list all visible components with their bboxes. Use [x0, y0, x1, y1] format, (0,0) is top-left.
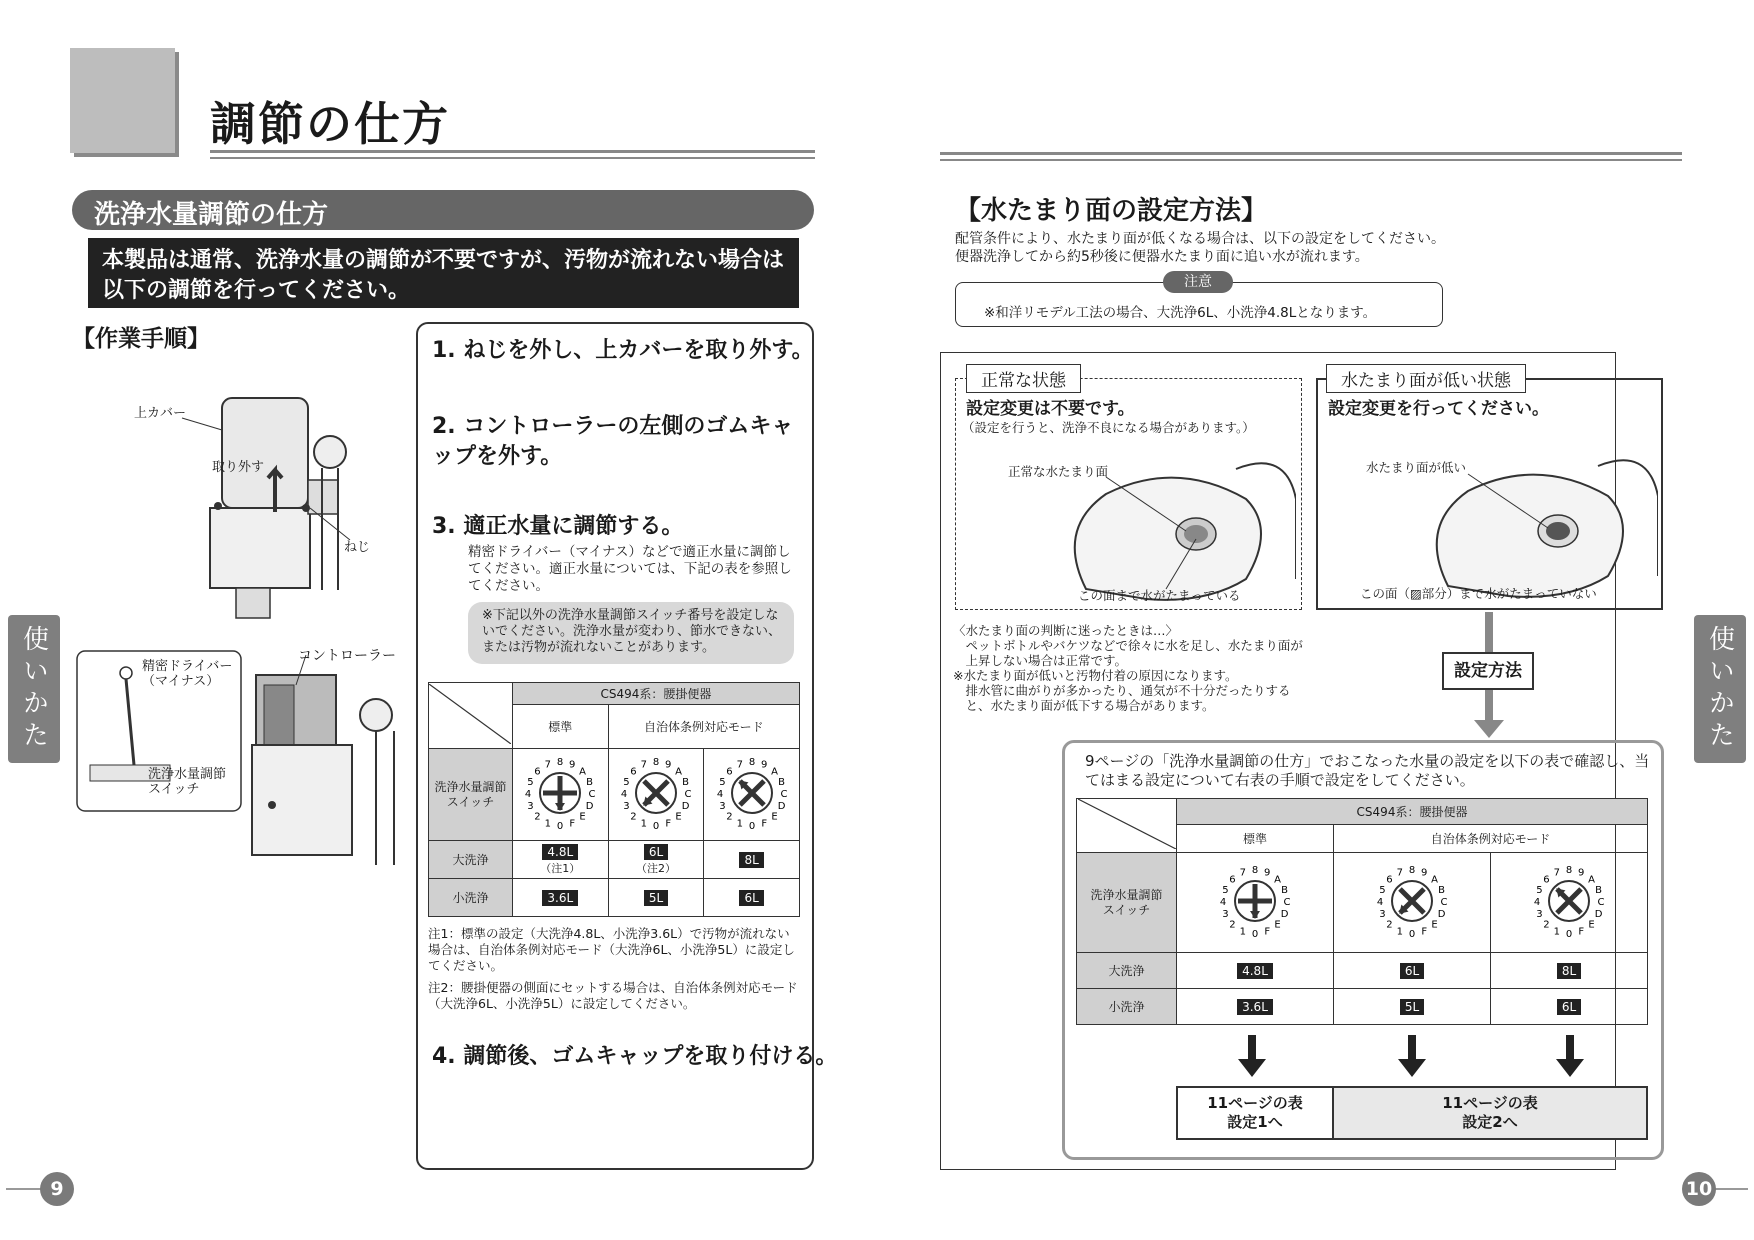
col-mode: 自治体条例対応モード — [608, 705, 799, 749]
dial-digit: 1 — [1553, 926, 1560, 938]
procedure-heading: 【作業手順】 — [72, 326, 210, 352]
dial-digit: 6 — [1386, 874, 1393, 886]
dial-digit: B — [1595, 884, 1603, 896]
dial-digit: D — [1437, 909, 1446, 921]
row-switch: 洗浄水量調節 スイッチ — [429, 749, 513, 841]
notice-band: 本製品は通常、洗浄水量の調節が不要ですが、汚物が流れない場合は以下の調節を行ってください。 — [88, 238, 799, 308]
rotary-switch-dial — [1372, 861, 1452, 941]
caution-label: 注意 — [1163, 271, 1233, 293]
dial-digit: A — [1588, 874, 1596, 886]
normal-state-tag: 正常な状態 — [966, 364, 1081, 393]
label-remove: 取り外す — [212, 460, 265, 475]
title-rule — [210, 150, 815, 159]
large-mode-1-right: 6L — [1334, 953, 1491, 989]
small-mode-1-right: 5L — [1334, 989, 1491, 1025]
dial-digit: 5 — [1222, 884, 1229, 896]
dial-digit: 5 — [718, 776, 726, 788]
dial-digit: D — [1594, 909, 1603, 921]
side-tab-right: 使いかた — [1694, 615, 1746, 763]
low-water-label: 水たまり面が低い — [1366, 460, 1467, 475]
large-mode-2-right: 8L — [1491, 953, 1648, 989]
dial-digit: F — [760, 818, 767, 830]
dial-digit: 6 — [1543, 874, 1550, 886]
rotary-switch-dial — [1529, 861, 1609, 941]
dial-digit: 3 — [718, 801, 726, 813]
corner-cell-right — [1077, 799, 1177, 853]
footer-line-right — [1712, 1188, 1748, 1190]
dial-standard-right — [1177, 853, 1334, 953]
dial-digit: B — [586, 776, 594, 788]
label-controller: コントローラー — [298, 648, 396, 664]
dial-digit: 5 — [527, 776, 534, 788]
col-standard: 標準 — [512, 705, 608, 749]
dial-digit: A — [1274, 874, 1282, 886]
dial-digit: 3 — [623, 801, 630, 813]
method-button: 設定方法 — [1442, 652, 1534, 690]
dial-digit: B — [1438, 884, 1446, 896]
dial-digit: 2 — [630, 811, 637, 823]
dial-digit: 6 — [630, 766, 637, 778]
normal-state-main: 設定変更は不要です。 — [966, 399, 1135, 419]
side-tab-left: 使いかた — [8, 615, 60, 763]
dial-digit: E — [675, 811, 682, 823]
page-number-left: 9 — [40, 1172, 74, 1206]
small-mode-2-right: 6L — [1491, 989, 1648, 1025]
dial-digit: 9 — [664, 759, 672, 771]
dial-digit: 6 — [725, 766, 733, 778]
dial-digit: 8 — [1565, 865, 1573, 876]
row-large-right: 大洗浄 — [1077, 953, 1177, 989]
dial-digit: 9 — [1264, 867, 1271, 879]
rotary-switch-dial — [520, 753, 600, 833]
dial-digit: 0 — [1408, 929, 1416, 940]
dial-digit: A — [675, 766, 682, 778]
dial-digit: E — [771, 811, 778, 823]
normal-water-label: 正常な水たまり面 — [1008, 464, 1109, 479]
dial-digit: 5 — [1379, 884, 1386, 896]
dial-digit: 3 — [1379, 909, 1386, 921]
caution-box: ※和洋リモデル工法の場合、大洗浄6L、小洗浄4.8Lとなります。 — [955, 282, 1443, 327]
table-model: CS494系：腰掛便器 — [512, 683, 799, 705]
check-text: 9ページの「洗浄水量調節の仕方」でおこなった水量の設定を以下の表で確認し、当てはまる設定について右表の手順で設定をしてください。 — [1085, 752, 1650, 789]
dial-digit: 8 — [1408, 865, 1416, 876]
dial-digit: 7 — [544, 759, 552, 771]
dial-digit: A — [1431, 874, 1439, 886]
dial-digit: 5 — [623, 776, 630, 788]
dial-digit: C — [588, 789, 596, 800]
small-mode-1: 5L — [608, 879, 704, 917]
dial-digit: 1 — [640, 818, 647, 830]
dest-setting-2: 11ページの表 設定2へ — [1332, 1086, 1648, 1140]
dial-digit: 7 — [1396, 867, 1403, 879]
dial-digit: 2 — [725, 811, 733, 823]
dial-digit: 7 — [1553, 867, 1560, 879]
dial-digit: 5 — [1536, 884, 1543, 896]
label-upper-cover: 上カバー — [134, 406, 187, 421]
dial-digit: 9 — [1578, 867, 1585, 879]
step-3: 3. 適正水量に調節する。 — [432, 514, 684, 539]
dial-digit: 0 — [1251, 929, 1259, 940]
dial-digit: 9 — [760, 759, 768, 771]
label-switch: 洗浄水量調節 スイッチ — [148, 767, 227, 797]
cover-removal-illustration — [130, 390, 410, 620]
dial-digit: 1 — [1396, 926, 1403, 938]
dial-digit: 3 — [1222, 909, 1229, 921]
dial-digit: B — [682, 776, 690, 788]
page-number-right: 10 — [1682, 1172, 1716, 1206]
dial-digit: 0 — [652, 821, 660, 832]
rotary-switch-dial — [712, 753, 792, 833]
dial-digit: B — [1281, 884, 1289, 896]
right-heading: 【水たまり面の設定方法】 — [955, 196, 1268, 226]
dial-digit: 2 — [1543, 919, 1550, 931]
large-standard: 4.8L （注1） — [512, 841, 608, 879]
dial-digit: E — [1431, 919, 1438, 931]
dial-digit: 8 — [557, 757, 564, 768]
dial-digit: F — [1578, 926, 1585, 938]
dial-digit: 4 — [620, 789, 628, 800]
dial-digit: 2 — [1229, 919, 1236, 931]
dial-digit: 8 — [652, 757, 660, 768]
dial-digit: D — [1280, 909, 1289, 921]
dial-digit: 4 — [525, 789, 532, 800]
dial-digit: 2 — [1386, 919, 1393, 931]
dial-digit: 7 — [640, 759, 647, 771]
small-standard: 3.6L — [512, 879, 608, 917]
low-state-main: 設定変更を行ってください。 — [1328, 399, 1549, 419]
dial-digit: B — [777, 776, 785, 788]
dial-digit: 0 — [748, 821, 755, 832]
step-1: 1. ねじを外し、上カバーを取り外す。 — [432, 338, 814, 363]
row-small: 小洗浄 — [429, 879, 513, 917]
dial-digit: 4 — [1533, 897, 1541, 908]
dial-digit: 4 — [1376, 897, 1384, 908]
dial-digit: 9 — [569, 759, 576, 771]
dial-digit: C — [1283, 897, 1291, 908]
dial-digit: 9 — [1421, 867, 1428, 879]
dial-digit: 6 — [1229, 874, 1236, 886]
dial-digit: 3 — [1536, 909, 1543, 921]
col-mode-right: 自治体条例対応モード — [1334, 824, 1648, 852]
dial-digit: 4 — [716, 789, 723, 800]
rotary-switch-dial — [616, 753, 696, 833]
small-standard-right: 3.6L — [1177, 989, 1334, 1025]
dial-digit: 8 — [1251, 865, 1259, 876]
switch-table-left — [428, 682, 800, 917]
judge-text: 〈水たまり面の判断に迷ったときは…〉 ペットボトルやバケツなどで徐々に水を足し、水たまり面が 上昇しない場合は正常です。 ※水たまり面が低いと汚物付着の原因になります。 排水管に曲がりが多かったり、通気が不十分だったりする と、水たまり面が低下する場合があります。 — [953, 623, 1303, 713]
header-square — [70, 48, 175, 153]
dial-digit: F — [569, 818, 576, 830]
controller-illustration — [76, 645, 406, 885]
dial-digit: F — [1264, 926, 1271, 938]
step-4: 4. 調節後、ゴムキャップを取り付ける。 — [432, 1044, 838, 1069]
label-driver: 精密ドライバー （マイナス） — [142, 659, 233, 689]
low-caption: この面（▨部分）まで水がたまっていない — [1360, 586, 1597, 601]
dial-digit: E — [1588, 919, 1595, 931]
dial-digit: D — [586, 801, 594, 813]
dial-digit: C — [1440, 897, 1448, 908]
dial-digit: D — [681, 801, 690, 813]
dial-digit: F — [665, 818, 672, 830]
dial-digit: C — [1597, 897, 1605, 908]
dial-digit: 6 — [534, 766, 541, 778]
row-small-right: 小洗浄 — [1077, 989, 1177, 1025]
low-state-tag: 水たまり面が低い状態 — [1326, 364, 1526, 393]
small-mode-2: 6L — [704, 879, 800, 917]
right-intro: 配管条件により、水たまり面が低くなる場合は、以下の設定をしてください。 便器洗浄してから約5秒後に便器水たまり面に追い水が流れます。 — [955, 231, 1445, 265]
dial-mode-1 — [608, 749, 704, 841]
step-3-desc: 精密ドライバー（マイナス）などで適正水量に調節してください。適正水量については、下記の表を参照してください。 — [468, 544, 792, 594]
down-arrow-2 — [1398, 1035, 1426, 1079]
rotary-switch-dial — [1215, 861, 1295, 941]
dial-digit: D — [777, 801, 786, 813]
label-screw: ねじ — [344, 540, 371, 555]
footer-line-left — [6, 1188, 42, 1190]
dial-digit: F — [1421, 926, 1428, 938]
dial-digit: C — [684, 789, 692, 800]
dial-digit: 7 — [736, 759, 743, 771]
step-3-caution: ※下記以外の洗浄水量調節スイッチ番号を設定しないでください。洗浄水量が変わり、節水できない、または汚物が流れないことがあります。 — [468, 602, 794, 664]
dial-mode-2 — [704, 749, 800, 841]
step-2: 2. コントローラーの左側のゴムキャップを外す。 — [432, 414, 794, 469]
dial-mode-2-right — [1491, 853, 1648, 953]
dial-digit: A — [770, 766, 778, 778]
normal-caption: この面まで水がたまっている — [1078, 588, 1241, 603]
large-standard-right: 4.8L — [1177, 953, 1334, 989]
dial-digit: A — [579, 766, 587, 778]
dest-setting-1: 11ページの表 設定1へ — [1176, 1086, 1334, 1140]
dial-digit: E — [1274, 919, 1281, 931]
dial-digit: 4 — [1219, 897, 1227, 908]
section-heading: 洗浄水量調節の仕方 — [72, 190, 814, 230]
dial-digit: 1 — [1239, 926, 1246, 938]
corner-cell — [429, 683, 513, 749]
dial-digit: 0 — [1565, 929, 1573, 940]
dial-digit: 2 — [534, 811, 541, 823]
col-standard-right: 標準 — [1177, 824, 1334, 852]
dial-digit: 3 — [527, 801, 534, 813]
note-2: 注2：腰掛便器の側面にセットする場合は、自治体条例対応モード（大洗浄6L、小洗浄5L）に設定してください。 — [428, 980, 798, 1011]
dial-mode-1-right — [1334, 853, 1491, 953]
row-large: 大洗浄 — [429, 841, 513, 879]
down-arrow-1 — [1238, 1035, 1266, 1079]
dial-standard — [512, 749, 608, 841]
dial-digit: 0 — [557, 821, 564, 832]
dial-digit: 1 — [544, 818, 552, 830]
dial-digit: 1 — [736, 818, 743, 830]
row-switch-right: 洗浄水量調節 スイッチ — [1077, 853, 1177, 953]
dial-digit: E — [579, 811, 587, 823]
switch-table-right — [1076, 798, 1648, 1025]
dial-digit: 7 — [1239, 867, 1246, 879]
page-title: 調節の仕方 — [210, 97, 450, 151]
dial-digit: C — [780, 789, 788, 800]
table-model-right: CS494系：腰掛便器 — [1177, 799, 1648, 825]
title-rule-right — [940, 152, 1682, 161]
large-mode-1: 6L （注2） — [608, 841, 704, 879]
note-1: 注1：標準の設定（大洗浄4.8L、小洗浄3.6L）で汚物が流れない場合は、自治体条例対応モード（大洗浄6L、小洗浄5L）に設定してください。 — [428, 926, 795, 973]
normal-state-sub: （設定を行うと、洗浄不良になる場合があります。） — [962, 420, 1255, 435]
down-arrow-3 — [1556, 1035, 1584, 1079]
large-mode-2: 8L — [704, 841, 800, 879]
dial-digit: 8 — [748, 757, 755, 768]
